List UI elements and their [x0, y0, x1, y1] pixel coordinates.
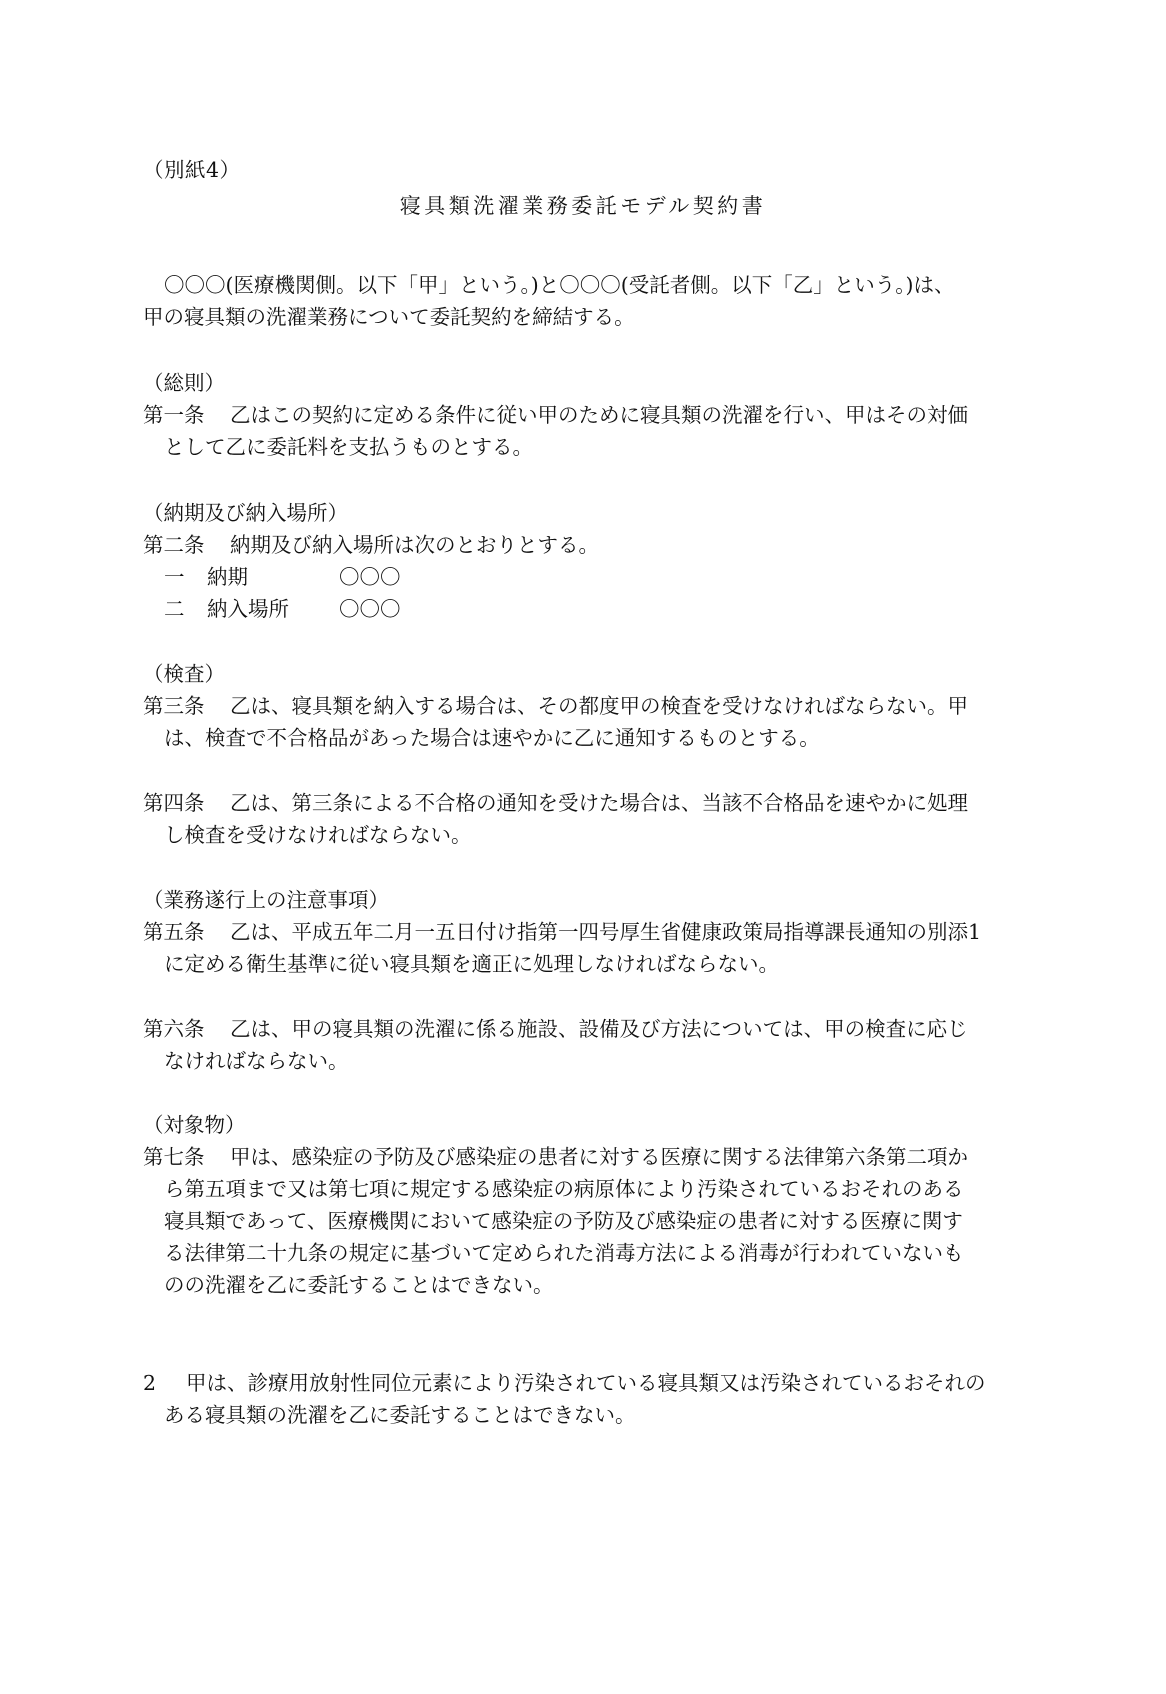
- article-text: る法律第二十九条の規定に基づいて定められた消毒方法による消毒が行われていないも: [164, 1241, 964, 1265]
- article-text: 寝具類であって、医療機関において感染症の予防及び感染症の患者に対する医療に関す: [164, 1209, 963, 1233]
- article-4: [143, 787, 1019, 851]
- article-number: 第三条: [143, 694, 205, 718]
- section-heading: （検査）: [143, 662, 225, 686]
- article-number: 第五条: [143, 920, 205, 944]
- item-number: 一: [164, 565, 185, 589]
- preamble-line: 〇〇〇(医療機関側。以下「甲」という。)と〇〇〇(受託者側。以下「乙」という。)は、: [164, 273, 955, 297]
- article-6: [143, 1013, 1019, 1077]
- article-text: 納期及び納入場所は次のとおりとする。: [230, 533, 599, 557]
- article-text: 乙は、平成五年二月一五日付け指第一四号厚生省健康政策局指導課長通知の別添1: [230, 920, 982, 944]
- item-label: 納期: [207, 565, 248, 589]
- section-heading: （総則）: [143, 371, 225, 395]
- section-heading: （納期及び納入場所）: [143, 501, 348, 525]
- item-label: 納入場所: [207, 597, 289, 621]
- article-number: 第四条: [143, 791, 205, 815]
- list-item: [143, 593, 1019, 625]
- section-inspection: [143, 658, 1019, 754]
- section-heading: （対象物）: [143, 1113, 246, 1137]
- article-text: 甲は、診療用放射性同位元素により汚染されている寝具類又は汚染されているおそれの: [186, 1371, 986, 1395]
- preamble-line: 甲の寝具類の洗濯業務について委託契約を締結する。: [143, 305, 635, 329]
- item-value: 〇〇〇: [339, 597, 401, 621]
- article-text: 乙は、第三条による不合格の通知を受けた場合は、当該不合格品を速やかに処理: [230, 791, 968, 815]
- article-number: 第二条: [143, 533, 205, 557]
- article-text: 乙はこの契約に定める条件に従い甲のために寝具類の洗濯を行い、甲はその対価: [230, 403, 968, 427]
- article-text: ら第五項まで又は第七項に規定する感染症の病原体により汚染されているおそれのある: [164, 1177, 964, 1201]
- item-value: 〇〇〇: [339, 565, 401, 589]
- article-7-paragraph-2: [143, 1367, 1019, 1431]
- section-subject-matter: [143, 1109, 1019, 1301]
- article-text: は、検査で不合格品があった場合は速やかに乙に通知するものとする。: [164, 726, 820, 750]
- article-text: に定める衛生基準に従い寝具類を適正に処理しなければならない。: [164, 952, 779, 976]
- document-title: 寝具類洗濯業務委託モデル契約書: [399, 194, 767, 218]
- article-text: として乙に委託料を支払うものとする。: [164, 435, 533, 459]
- article-text: 乙は、寝具類を納入する場合は、その都度甲の検査を受けなければならない。甲: [230, 694, 968, 718]
- section-precautions: [143, 884, 1019, 980]
- list-item: [143, 561, 1019, 593]
- section-general: [143, 367, 1019, 463]
- article-text: のの洗濯を乙に委託することはできない。: [164, 1273, 554, 1297]
- article-number: 第一条: [143, 403, 205, 427]
- article-text: し検査を受けなければならない。: [164, 823, 472, 847]
- article-number: 第六条: [143, 1017, 205, 1041]
- preamble: [143, 269, 1019, 333]
- section-delivery: [143, 497, 1019, 625]
- attachment-label: （別紙4）: [143, 158, 241, 182]
- article-text: 乙は、甲の寝具類の洗濯に係る施設、設備及び方法については、甲の検査に応じ: [230, 1017, 968, 1041]
- article-text: ある寝具類の洗濯を乙に委託することはできない。: [164, 1403, 636, 1427]
- article-text: なければならない。: [164, 1049, 349, 1073]
- item-number: 二: [164, 597, 185, 621]
- paragraph-number: 2: [143, 1371, 157, 1395]
- article-number: 第七条: [143, 1145, 205, 1169]
- section-heading: （業務遂行上の注意事項）: [143, 888, 389, 912]
- article-text: 甲は、感染症の予防及び感染症の患者に対する医療に関する法律第六条第二項か: [230, 1145, 968, 1169]
